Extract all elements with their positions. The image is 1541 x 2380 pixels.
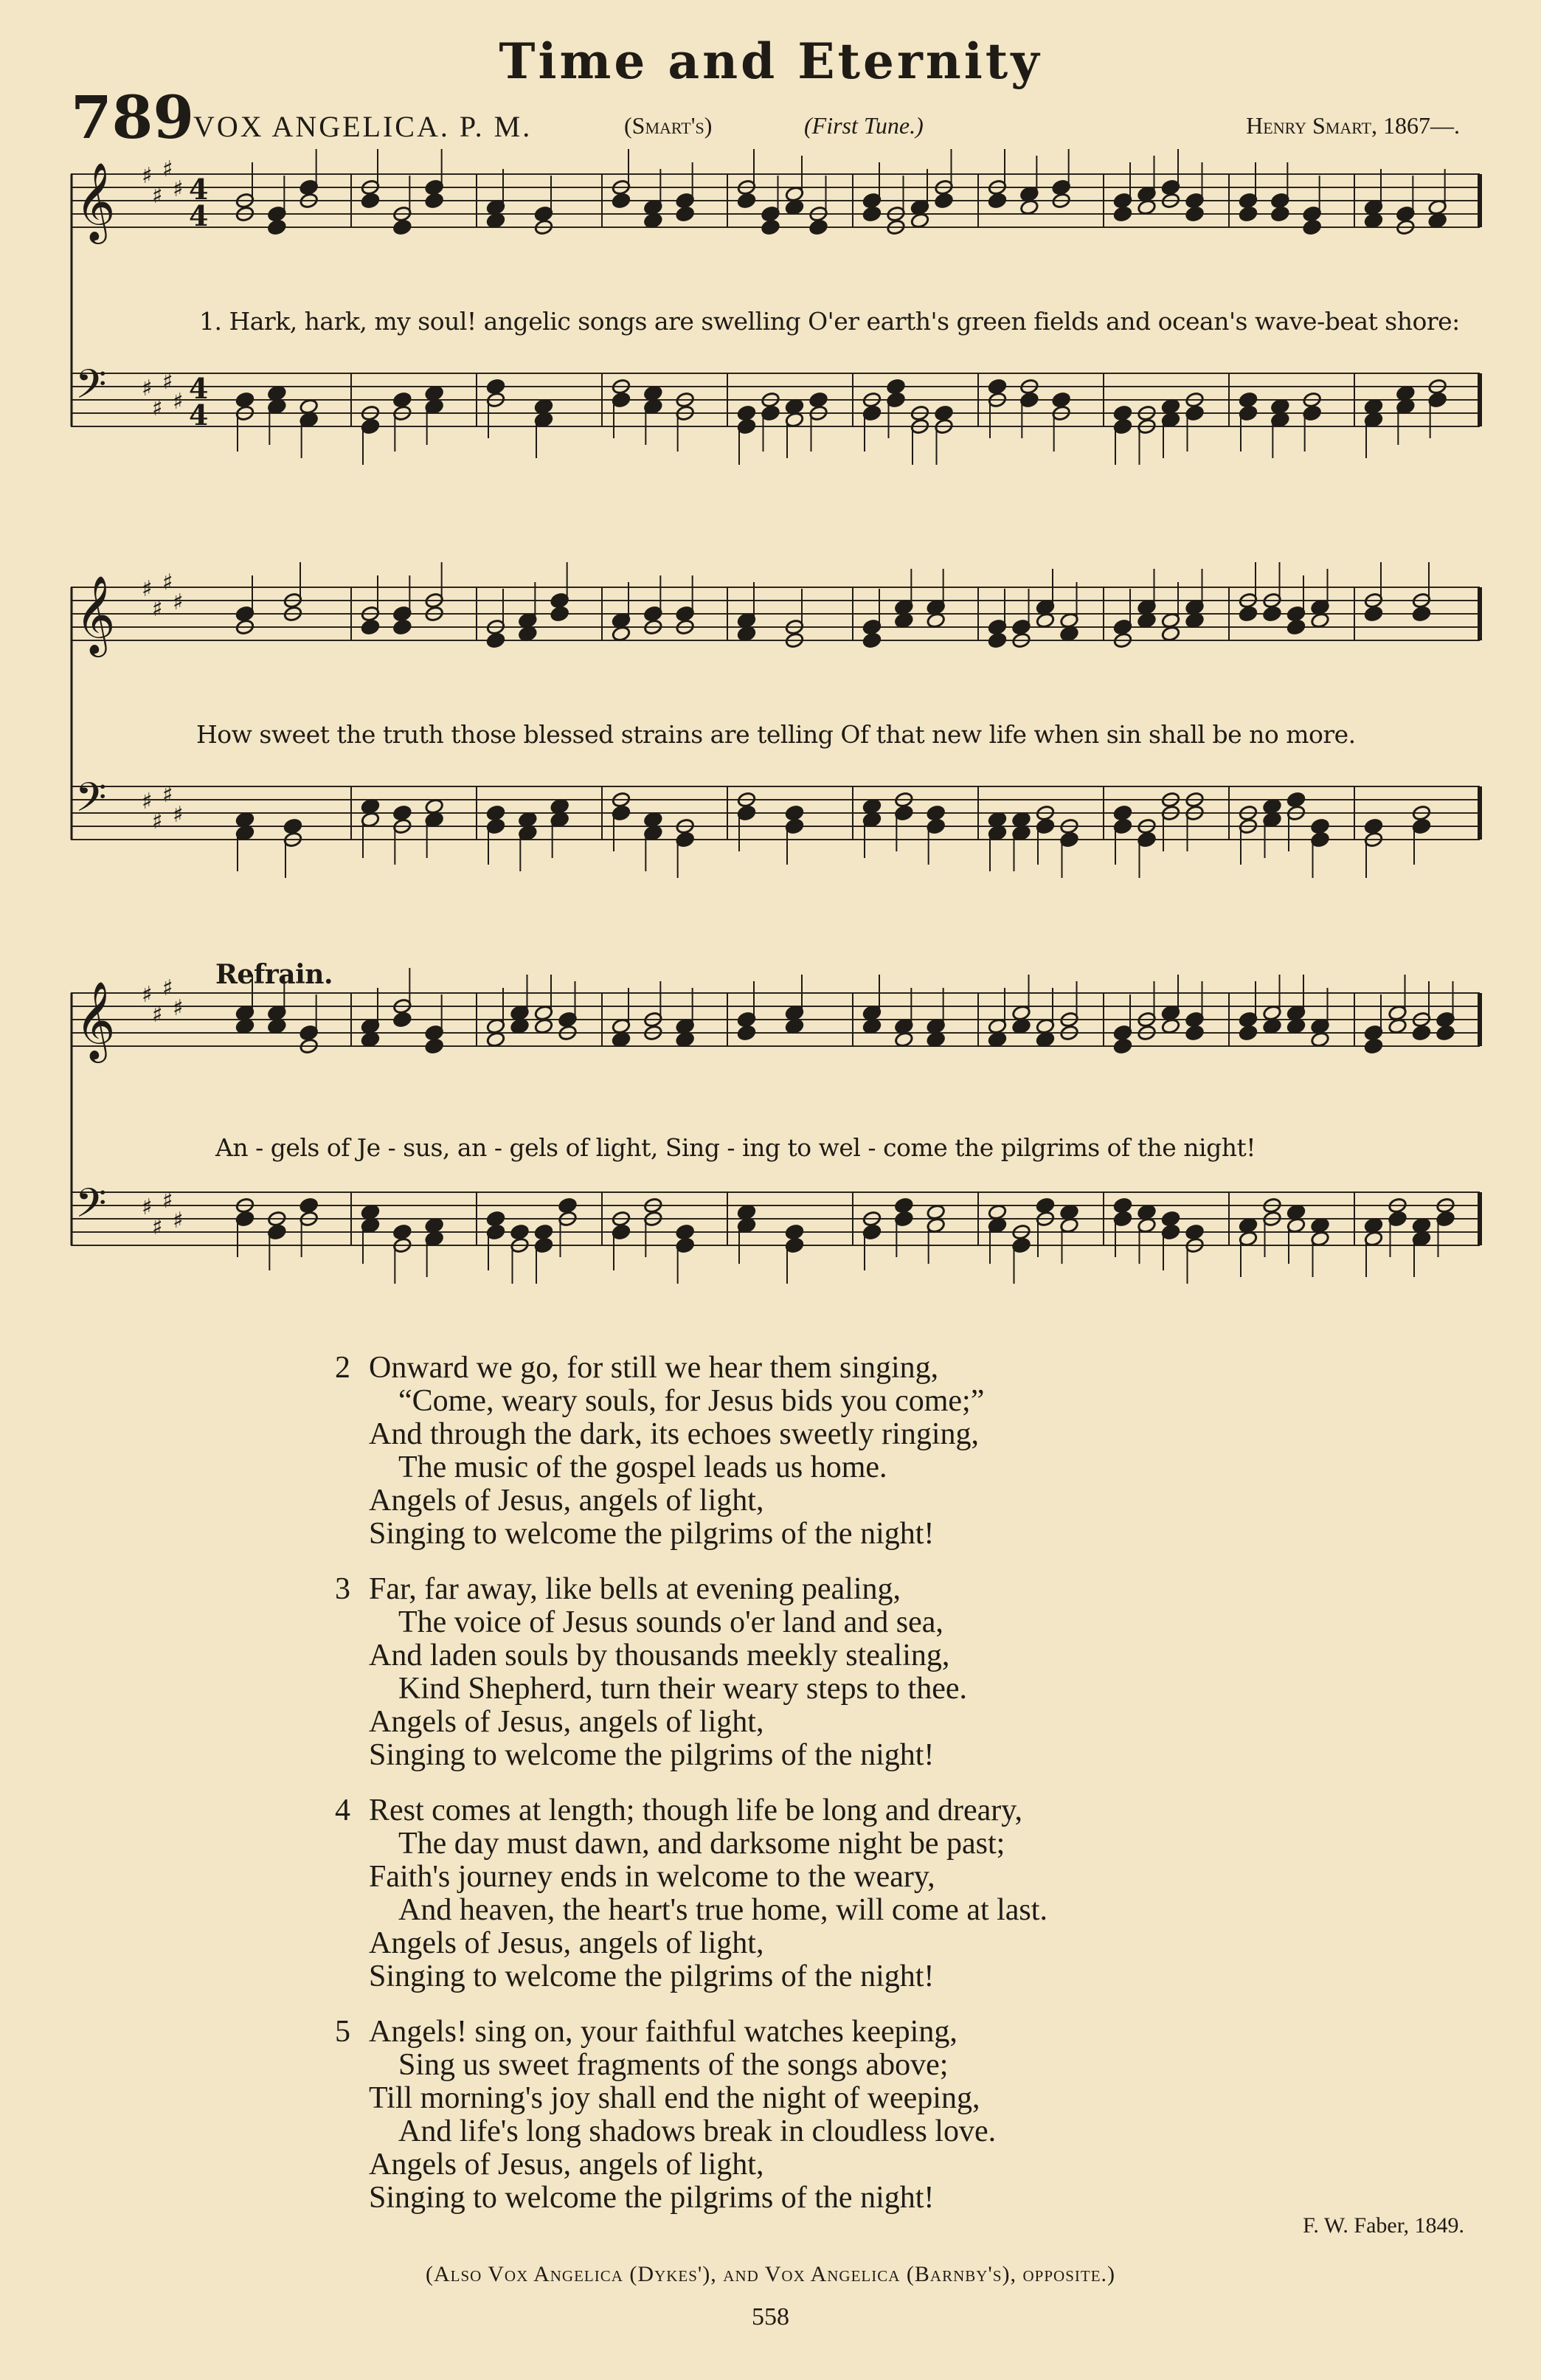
verse-line: Singing to welcome the pilgrims of the night!	[369, 1959, 935, 1993]
note-head	[1137, 1204, 1156, 1221]
note-head	[737, 626, 756, 643]
verse-line: The voice of Jesus sounds o'er land and sea,	[398, 1605, 943, 1639]
note-head	[558, 1197, 577, 1214]
note-head	[894, 612, 913, 629]
lyrics-line-2: How sweet the truth those blessed strains are telling Of that new life when sin shall be no more.	[196, 720, 1356, 749]
note-head	[1113, 206, 1132, 223]
note-head	[927, 805, 946, 822]
note-head	[534, 398, 553, 415]
note-head	[886, 378, 905, 395]
note-head	[1364, 1038, 1383, 1055]
note-head	[486, 805, 505, 822]
note-head	[1412, 606, 1431, 623]
sharp-icon: ♯	[173, 176, 184, 202]
verse-line: The music of the gospel leads us home.	[398, 1450, 887, 1484]
note-head	[1396, 385, 1415, 402]
note-head	[299, 398, 319, 415]
note-head	[761, 219, 780, 236]
lyrics-line-3: An - gels of Je - sus, an - gels of light, Sing - ing to wel - come the pilgrims of the night!	[215, 1133, 1256, 1162]
note-head	[486, 212, 505, 229]
note-head	[1113, 405, 1132, 422]
verse-3	[335, 1573, 1047, 1772]
note-head	[934, 405, 953, 422]
note-head	[862, 798, 882, 815]
note-head	[1412, 1025, 1431, 1042]
composer: Henry Smart, 1867—.	[1246, 112, 1460, 139]
note-head	[486, 1031, 505, 1048]
note-head	[361, 619, 380, 636]
time-signature-bottom: 4	[189, 398, 209, 432]
note-head	[1161, 1211, 1180, 1228]
sharp-icon: ♯	[142, 982, 153, 1008]
note-head	[1436, 1025, 1455, 1042]
verse-line: Angels of Jesus, angels of light,	[369, 1926, 764, 1960]
note-head	[676, 1224, 695, 1241]
verse-line: And life's long shadows break in cloudless love.	[398, 2114, 997, 2148]
note-head	[1161, 1018, 1180, 1035]
note-head	[425, 193, 444, 210]
treble-clef-icon: 𝄞	[75, 575, 116, 654]
note-head	[1239, 1217, 1258, 1234]
verse-line: Sing us sweet fragments of the songs above;	[398, 2048, 949, 2082]
sharp-icon: ♯	[173, 1208, 184, 1234]
sharp-icon: ♯	[152, 183, 163, 209]
note-head	[534, 1224, 553, 1241]
verse-line: Angels of Jesus, angels of light,	[369, 2148, 764, 2182]
note-head	[1185, 1224, 1204, 1241]
treble-clef-icon: 𝄞	[75, 162, 116, 241]
note-head	[392, 392, 412, 409]
sharp-icon: ♯	[173, 802, 184, 828]
note-head	[299, 1197, 319, 1214]
bass-clef-icon: 𝄢	[75, 361, 107, 418]
note-head	[1036, 1031, 1055, 1048]
note-head	[1270, 206, 1289, 223]
verse-line: Till morning's joy shall end the night of weeping,	[369, 2081, 980, 2115]
sharp-icon: ♯	[162, 570, 173, 595]
note-head	[737, 1204, 756, 1221]
note-head	[676, 206, 695, 223]
sharp-icon: ♯	[162, 369, 173, 395]
note-head	[486, 378, 505, 395]
bass-clef-icon: 𝄢	[75, 774, 107, 831]
verse-line: The day must dawn, and darksome night be past;	[398, 1827, 1005, 1861]
note-head	[361, 1204, 380, 1221]
note-head	[486, 1211, 505, 1228]
note-head	[1428, 212, 1447, 229]
sharp-icon: ♯	[173, 589, 184, 615]
note-head	[676, 1031, 695, 1048]
page-number: 558	[752, 2303, 789, 2331]
note-head	[235, 1018, 254, 1035]
note-head	[988, 1204, 1007, 1221]
note-head	[1185, 1025, 1204, 1042]
verse-line: Faith's journey ends in welcome to the weary,	[369, 1860, 935, 1894]
note-head	[1113, 805, 1132, 822]
verse-line: Singing to welcome the pilgrims of the night!	[369, 1738, 935, 1772]
note-head	[392, 219, 412, 236]
note-head	[988, 812, 1007, 828]
verse-4	[335, 1794, 1047, 1993]
note-head	[1239, 606, 1258, 623]
verse-number: 5	[335, 2015, 350, 2049]
note-head	[934, 193, 953, 210]
note-head	[1036, 612, 1055, 629]
note-head	[612, 626, 631, 643]
note-head	[550, 798, 569, 815]
music-system-2	[71, 570, 1487, 915]
sharp-icon: ♯	[152, 1214, 163, 1240]
note-head	[894, 1197, 913, 1214]
sharp-icon: ♯	[162, 1188, 173, 1214]
note-head	[927, 612, 946, 629]
time-signature-top: 4	[189, 173, 209, 206]
note-head	[988, 1031, 1007, 1048]
verse-line: Angels of Jesus, angels of light,	[369, 1484, 764, 1518]
sharp-icon: ♯	[162, 975, 173, 1001]
note-head	[283, 818, 302, 835]
note-head	[1239, 206, 1258, 223]
note-head	[1364, 1217, 1383, 1234]
verse-line: Onward we go, for still we hear them singing,	[369, 1351, 939, 1385]
note-head	[1239, 392, 1258, 409]
note-head	[862, 206, 882, 223]
sharp-icon: ♯	[142, 1194, 153, 1220]
note-head	[1059, 1204, 1078, 1221]
note-head	[894, 1031, 913, 1048]
note-head	[785, 199, 804, 216]
note-head	[862, 1018, 882, 1035]
tune-note: (First Tune.)	[804, 112, 924, 139]
note-head	[785, 805, 804, 822]
sharp-icon: ♯	[152, 395, 163, 421]
verse-line: And laden souls by thousands meekly stealing,	[369, 1639, 950, 1672]
note-head	[267, 1018, 286, 1035]
sharp-icon: ♯	[142, 163, 153, 189]
verse-line: Angels of Jesus, angels of light,	[369, 1705, 764, 1739]
note-head	[1270, 398, 1289, 415]
note-head	[425, 798, 444, 815]
note-head	[1011, 1018, 1031, 1035]
note-head	[1262, 1018, 1281, 1035]
staves	[71, 968, 1480, 1284]
note-head	[392, 1011, 412, 1028]
section-title: Time and Eternity	[499, 32, 1042, 90]
sharp-icon: ♯	[173, 389, 184, 415]
note-head	[1185, 206, 1204, 223]
note-head	[267, 385, 286, 402]
note-head	[1310, 612, 1329, 629]
note-head	[392, 619, 412, 636]
verse-number: 2	[335, 1351, 350, 1385]
note-head	[1287, 1018, 1306, 1035]
verse-line: Singing to welcome the pilgrims of the night!	[369, 2181, 935, 2215]
verse-2	[335, 1352, 1047, 1551]
verse-line: Angels! sing on, your faithful watches keeping,	[369, 2015, 958, 2049]
time-signature-top: 4	[189, 372, 209, 405]
note-head	[1137, 199, 1156, 216]
note-head	[1303, 219, 1322, 236]
note-head	[267, 219, 286, 236]
note-head	[612, 1031, 631, 1048]
note-head	[643, 812, 662, 828]
note-head	[1364, 398, 1383, 415]
note-head	[785, 398, 804, 415]
note-head	[1310, 818, 1329, 835]
note-head	[1059, 626, 1078, 643]
note-head	[1364, 606, 1383, 623]
note-head	[1412, 1217, 1431, 1234]
verse-number: 4	[335, 1793, 350, 1827]
note-head	[510, 1224, 529, 1241]
note-head	[1262, 606, 1281, 623]
note-head	[425, 385, 444, 402]
note-head	[988, 193, 1007, 210]
verse-line: And through the dark, its echoes sweetly ringing,	[369, 1417, 979, 1451]
music-system-3	[71, 959, 1487, 1306]
alternate-tunes-note: (Also Vox Angelica (Dykes'), and Vox Angelica (Barnby's), opposite.)	[425, 2262, 1116, 2286]
note-head	[392, 1224, 412, 1241]
note-head	[785, 1018, 804, 1035]
sharp-icon: ♯	[152, 1002, 163, 1028]
note-head	[1185, 612, 1204, 629]
note-head	[1036, 1197, 1055, 1214]
music-system-1	[71, 156, 1487, 502]
note-head	[737, 405, 756, 422]
note-head	[1019, 199, 1039, 216]
note-head	[643, 385, 662, 402]
verses	[335, 1352, 1047, 2237]
note-head	[1287, 792, 1306, 809]
note-head	[235, 812, 254, 828]
note-head	[1161, 626, 1180, 643]
note-head	[425, 1217, 444, 1234]
note-head	[988, 378, 1007, 395]
sharp-icon: ♯	[173, 995, 184, 1021]
note-head	[1113, 1197, 1132, 1214]
note-head	[510, 1018, 529, 1035]
note-head	[518, 626, 537, 643]
note-head	[534, 1018, 553, 1035]
note-head	[1011, 812, 1031, 828]
hymn-number: 789	[71, 83, 194, 152]
note-head	[1239, 1025, 1258, 1042]
note-head	[643, 212, 662, 229]
note-head	[737, 193, 756, 210]
note-head	[737, 1025, 756, 1042]
verse-number: 3	[335, 1572, 350, 1606]
sharp-icon: ♯	[142, 576, 153, 602]
sharp-icon: ♯	[152, 809, 163, 834]
bass-clef-icon: 𝄢	[75, 1180, 107, 1236]
lyrics-line-1: 1. Hark, hark, my soul! angelic songs are swelling O'er earth's green fields and ocean's wave-beat shore:	[199, 307, 1460, 336]
note-head	[927, 1204, 946, 1221]
note-head	[361, 798, 380, 815]
note-head	[1052, 392, 1071, 409]
note-head	[425, 1038, 444, 1055]
note-head	[1137, 612, 1156, 629]
note-head	[1287, 1204, 1306, 1221]
note-head	[1388, 1018, 1407, 1035]
verse-line: Rest comes at length; though life be long and dreary,	[369, 1793, 1023, 1827]
verse-line: And heaven, the heart's true home, will come at last.	[398, 1893, 1047, 1927]
treble-clef-icon: 𝄞	[75, 980, 116, 1059]
note-head	[361, 1031, 380, 1048]
note-head	[486, 632, 505, 649]
note-head	[392, 805, 412, 822]
note-head	[361, 193, 380, 210]
verse-line: Far, far away, like bells at evening pealing,	[369, 1572, 901, 1606]
sharp-icon: ♯	[142, 376, 153, 401]
verse-line: Singing to welcome the pilgrims of the night!	[369, 1517, 935, 1551]
note-head	[785, 1224, 804, 1241]
note-head	[808, 392, 828, 409]
note-head	[927, 1031, 946, 1048]
author-credit: F. W. Faber, 1849.	[1303, 2213, 1464, 2238]
sharp-icon: ♯	[152, 596, 163, 622]
time-signature-bottom: 4	[189, 199, 209, 232]
note-head	[1310, 1031, 1329, 1048]
tune-source: (Smart's)	[624, 112, 713, 139]
note-head	[1113, 1038, 1132, 1055]
verse-line: Kind Shepherd, turn their weary steps to thee.	[398, 1672, 967, 1706]
note-head	[1310, 1217, 1329, 1234]
note-head	[1287, 619, 1306, 636]
note-head	[612, 193, 631, 210]
note-head	[910, 212, 929, 229]
note-head	[808, 219, 828, 236]
note-head	[1364, 818, 1383, 835]
sharp-icon: ♯	[162, 782, 173, 808]
note-head	[1262, 798, 1281, 815]
note-head	[1364, 212, 1383, 229]
sharp-icon: ♯	[142, 789, 153, 814]
note-head	[518, 812, 537, 828]
verse-5	[335, 2016, 1047, 2215]
verse-line: “Come, weary souls, for Jesus bids you come;”	[398, 1384, 985, 1418]
note-head	[550, 606, 569, 623]
note-head	[862, 632, 882, 649]
sharp-icon: ♯	[162, 156, 173, 182]
note-head	[988, 632, 1007, 649]
note-head	[235, 392, 254, 409]
tune-name: VOX ANGELICA. P. M.	[193, 110, 533, 143]
note-head	[1161, 398, 1180, 415]
refrain-label: Refrain.	[215, 959, 333, 990]
